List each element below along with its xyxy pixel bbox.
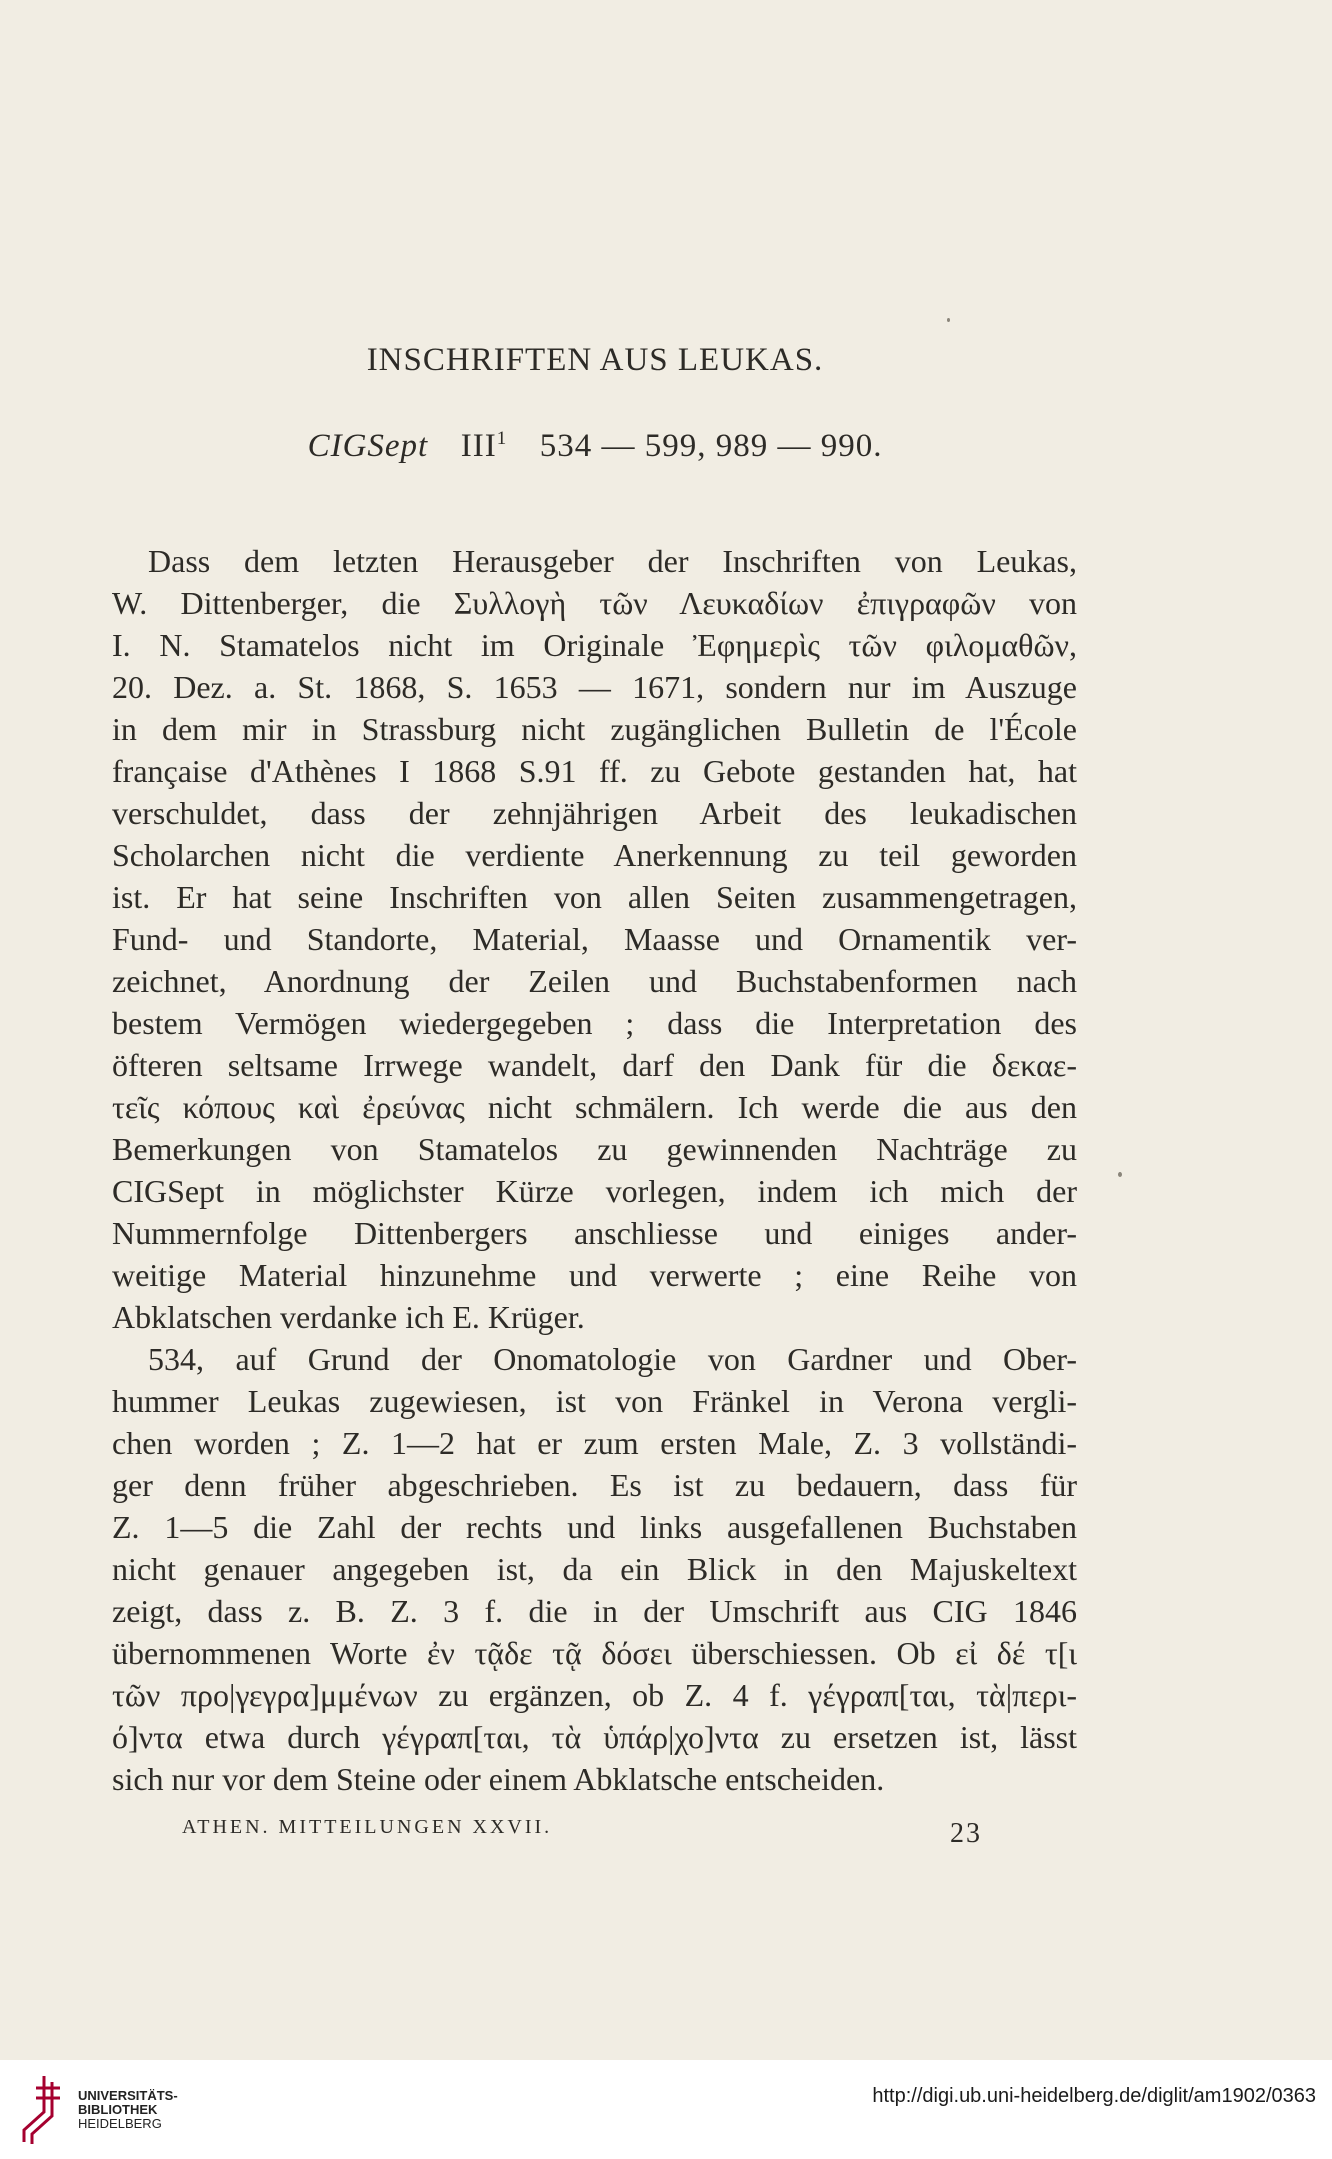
body-line: zeigt, dass z. B. Z. 3 f. die in der Umschrift aus CIG 1846 (112, 1593, 1077, 1629)
body-line: W. Dittenberger, die Συλλογὴ τῶν Λευκαδίων ἐπιγραφῶν von (112, 585, 1077, 621)
subtitle-range: 534 — 599, 989 — 990. (539, 428, 883, 464)
body-line: I. N. Stamatelos nicht im Originale Ἐφημερὶς τῶν φιλομαθῶν, (112, 627, 1077, 663)
permalink[interactable]: http://digi.ub.uni-heidelberg.de/diglit/am1902/0363 (872, 2085, 1316, 2107)
library-name-line: HEIDELBERG (78, 2116, 162, 2131)
body-line: öfteren seltsame Irrwege wandelt, darf den Dank für die δεκαε- (112, 1047, 1077, 1083)
library-name-line: BIBLIOTHEK (78, 2102, 158, 2117)
body-line: Dass dem letzten Herausgeber der Inschriften von Leukas, (148, 543, 1077, 579)
library-name-line: UNIVERSITÄTS- (78, 2088, 178, 2103)
subtitle-superscript: 1 (496, 428, 508, 449)
body-line: in dem mir in Strassburg nicht zugänglichen Bulletin de l'École (112, 711, 1077, 747)
bottom-bar (0, 2060, 1332, 2159)
body-line: Fund- und Standorte, Material, Maasse und Ornamentik ver- (112, 921, 1077, 957)
body-line: ό]ντα etwa durch γέγραπ[ται, τὰ ὑπάρ|χο]ντα zu ersetzen ist, lässt (112, 1719, 1077, 1755)
library-logo-icon (14, 2072, 70, 2146)
body-line: nicht genauer angegeben ist, da ein Blick in den Majuskeltext (112, 1551, 1077, 1587)
body-line: 20. Dez. a. St. 1868, S. 1653 — 1671, sondern nur im Auszuge (112, 669, 1077, 705)
body-line: τῶν προ|γεγρα]μμένων zu ergänzen, ob Z. 4 f. γέγραπ[ται, τὰ|περι- (112, 1677, 1077, 1713)
body-line: Abklatschen verdanke ich E. Krüger. (112, 1299, 585, 1335)
body-line: 534, auf Grund der Onomatologie von Gardner und Ober- (148, 1341, 1077, 1377)
body-line: verschuldet, dass der zehnjährigen Arbeit des leukadischen (112, 795, 1077, 831)
subtitle-corpus: CIGSept (307, 428, 429, 464)
body-line: ist. Er hat seine Inschriften von allen Seiten zusammengetragen, (112, 879, 1077, 915)
library-name (78, 2089, 178, 2131)
running-head: ATHEN. MITTEILUNGEN XXVII. (182, 1816, 553, 1838)
body-line: Nummernfolge Dittenbergers anschliesse und einiges ander- (112, 1215, 1077, 1251)
body-line: bestem Vermögen wiedergegeben ; dass die Interpretation des (112, 1005, 1077, 1041)
paper-speck (1118, 1172, 1122, 1177)
body-line: chen worden ; Z. 1—2 hat er zum ersten Male, Z. 3 vollständi- (112, 1425, 1077, 1461)
body-line: CIGSept in möglichster Kürze vorlegen, indem ich mich der (112, 1173, 1077, 1209)
body-line: τεῖς κόπους καὶ ἐρεύνας nicht schmälern. Ich werde die aus den (112, 1089, 1077, 1125)
body-line: Z. 1—5 die Zahl der rechts und links ausgefallenen Buchstaben (112, 1509, 1077, 1545)
body-line: weitige Material hinzunehme und verwerte ; eine Reihe von (112, 1257, 1077, 1293)
body-line: ger denn früher abgeschrieben. Es ist zu bedauern, dass für (112, 1467, 1077, 1503)
body-line: übernommenen Worte ἐν τᾷδε τᾷ δόσει überschiessen. Ob εἰ δέ τ[ι (112, 1635, 1077, 1671)
body-line: Scholarchen nicht die verdiente Anerkennung zu teil geworden (112, 837, 1077, 873)
body-line: zeichnet, Anordnung der Zeilen und Buchstabenformen nach (112, 963, 1077, 999)
body-line: hummer Leukas zugewiesen, ist von Fränkel in Verona vergli- (112, 1383, 1077, 1419)
subtitle-volume: III (460, 428, 497, 464)
page-title: INSCHRIFTEN AUS LEUKAS. (366, 342, 824, 378)
body-line: Bemerkungen von Stamatelos zu gewinnenden Nachträge zu (112, 1131, 1077, 1167)
body-line: française d'Athènes I 1868 S.91 ff. zu Gebote gestanden hat, hat (112, 753, 1077, 789)
signature-mark: 23 (950, 1818, 982, 1849)
body-line: sich nur vor dem Steine oder einem Abklatsche entscheiden. (112, 1761, 885, 1797)
page-subtitle (0, 428, 1190, 465)
paper-speck (947, 318, 950, 322)
